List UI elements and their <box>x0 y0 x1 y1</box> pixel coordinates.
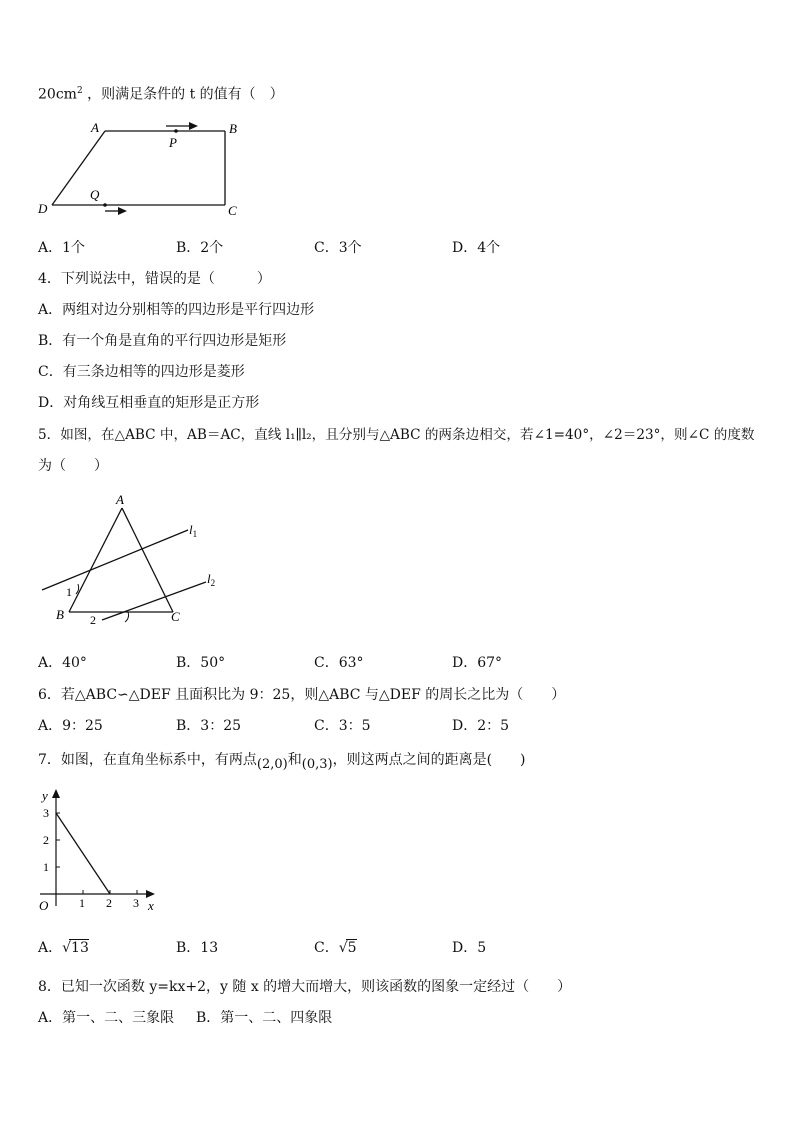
q7-x-label-3: 3 <box>133 896 139 910</box>
q7-y-arrow <box>52 789 60 798</box>
q7-x-label-1: 1 <box>79 896 85 910</box>
q7-y-label-2: 2 <box>43 833 49 847</box>
q3-stem <box>38 82 284 104</box>
q7-y-label-3: 3 <box>43 806 49 820</box>
q5-stem-line1: 5．如图，在△ABC 中，AB＝AC，直线 l₁∥l₂，且分别与△ABC 的两条边相交，若∠1=40°，∠2＝23°，则∠C 的度数 <box>38 427 755 443</box>
q7-point-2: (0,3) <box>301 757 333 772</box>
q7-option-b[interactable]: B．13 <box>176 940 219 956</box>
q3-figure <box>30 115 260 225</box>
q5-line-l1 <box>42 530 188 590</box>
sqrt-icon: √ 5 <box>338 940 357 956</box>
q3-label-c: C <box>228 203 237 218</box>
q5-label-a: A <box>116 492 124 507</box>
q7-option-a-label: A． <box>38 940 63 956</box>
q4-option-b[interactable]: B．有一个角是直角的平行四边形是矩形 <box>38 333 287 349</box>
q7-point-1: (2,0) <box>256 757 288 772</box>
q3-arrowhead-q <box>118 207 127 215</box>
q7-option-c[interactable] <box>314 939 357 957</box>
q5-option-b[interactable]: B．50° <box>176 655 226 671</box>
q3-point-q <box>103 203 107 207</box>
q7-option-a[interactable] <box>38 939 89 957</box>
q7-x-arrow <box>146 890 155 898</box>
q3-stem-text: ，则满足条件的 t 的值有（ ） <box>82 86 284 103</box>
q6-option-d[interactable]: D．2：5 <box>452 718 510 734</box>
q5-option-c[interactable]: C．63° <box>314 655 364 671</box>
q7-label-x: x <box>148 898 154 913</box>
q5-option-d[interactable]: D．67° <box>452 655 503 671</box>
q4-stem: 4．下列说法中，错误的是（ ） <box>38 271 271 287</box>
q3-area-exponent: 2 <box>76 86 83 96</box>
q3-option-c[interactable]: C．3个 <box>314 240 362 256</box>
q5-label-b: B <box>56 607 64 622</box>
q7-label-origin: O <box>39 898 49 913</box>
q7-option-c-radicand: 5 <box>347 940 357 956</box>
q7-x-label-2: 2 <box>106 896 112 910</box>
q7-option-c-label: C． <box>314 940 339 956</box>
q7-stem-part-a: 7．如图，在直角坐标系中，有两点 <box>38 752 257 768</box>
q7-figure <box>34 786 174 918</box>
q3-area-value: 20cm <box>38 86 77 103</box>
q3-label-p: P <box>169 135 177 150</box>
q3-option-d[interactable]: D．4个 <box>452 240 501 256</box>
q7-label-y: y <box>42 788 48 803</box>
q7-option-d[interactable]: D．5 <box>452 940 487 956</box>
q7-stem-part-b: 和 <box>287 752 302 768</box>
q4-option-c[interactable]: C．有三条边相等的四边形是菱形 <box>38 364 245 380</box>
q5-figure <box>36 490 236 630</box>
q6-stem: 6．若△ABC∽△DEF 且面积比为 9：25，则△ABC 与△DEF 的周长之比为（ ） <box>38 687 566 703</box>
q3-label-b: B <box>229 121 237 136</box>
q7-y-label-1: 1 <box>43 860 49 874</box>
q7-stem-part-c: ，则这两点之间的距离是( ) <box>332 752 526 768</box>
sqrt-icon: √ 13 <box>62 940 89 956</box>
q3-point-p <box>174 129 178 133</box>
q5-stem-line2: 为（ ） <box>38 458 108 474</box>
q5-label-l1: $l_1$ <box>189 522 198 539</box>
q7-segment <box>56 813 110 894</box>
q8-stem: 8．已知一次函数 y=kx+2，y 随 x 的增大而增大，则该函数的图象一定经过（ ） <box>38 979 572 995</box>
q3-option-a[interactable]: A．1个 <box>38 240 86 256</box>
q4-option-d[interactable]: D．对角线互相垂直的矩形是正方形 <box>38 395 260 411</box>
q8-option-b[interactable]: B．第一、二、四象限 <box>196 1010 333 1026</box>
q5-option-a[interactable]: A．40° <box>38 655 87 671</box>
q5-label-c: C <box>171 609 180 624</box>
q6-option-b[interactable]: B．3：25 <box>176 718 242 734</box>
q3-label-d: D <box>38 201 48 216</box>
q8-option-a[interactable]: A．第一、二、三象限 <box>38 1010 175 1026</box>
q5-label-angle1: 1 <box>66 585 72 599</box>
q5-angle-2-arc <box>125 612 129 622</box>
q5-label-l2: $l_2$ <box>207 571 216 588</box>
q3-arrowhead-p <box>189 122 198 130</box>
q7-stem <box>38 751 526 770</box>
q5-line-l2 <box>102 582 206 620</box>
q3-label-a: A <box>91 120 99 135</box>
q7-option-a-radicand: 13 <box>71 940 89 956</box>
q3-label-q: Q <box>90 187 100 202</box>
q6-option-a[interactable]: A．9：25 <box>38 718 103 734</box>
q5-label-angle2: 2 <box>90 613 96 627</box>
q6-option-c[interactable]: C．3：5 <box>314 718 371 734</box>
q3-option-b[interactable]: B．2个 <box>176 240 224 256</box>
q4-option-a[interactable]: A．两组对边分别相等的四边形是平行四边形 <box>38 302 315 318</box>
